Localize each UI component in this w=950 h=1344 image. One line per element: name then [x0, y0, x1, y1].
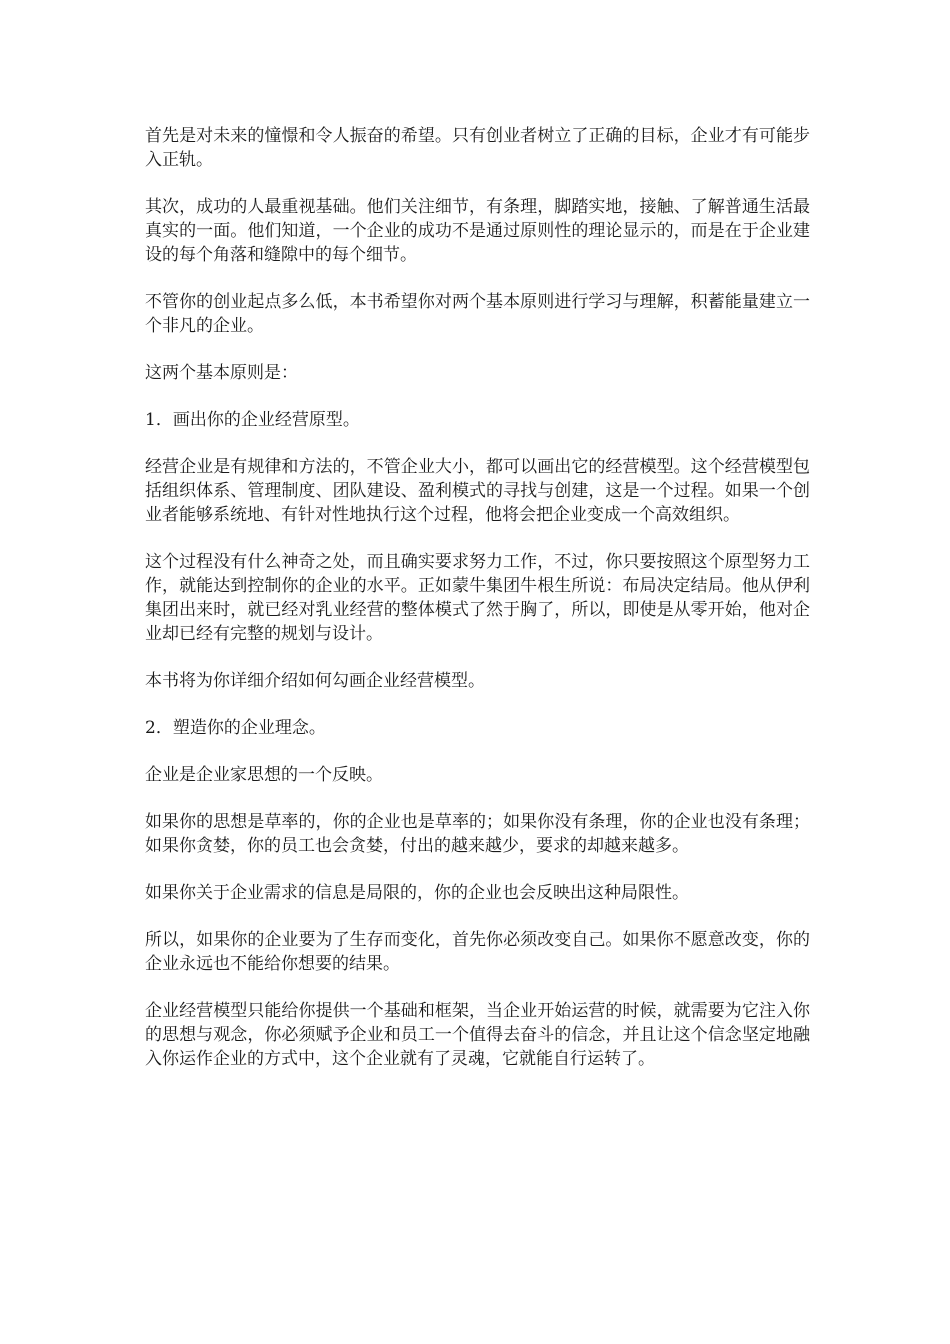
- principle-1-heading: 1．画出你的企业经营原型。: [145, 410, 360, 430]
- paragraph-10: 企业是企业家思想的一个反映。: [145, 765, 383, 785]
- paragraph-2: 其次，成功的人最重视基础。他们关注细节，有条理，脚踏实地，接触、了解普通生活最真实的一面。他们知道，一个企业的成功不是通过原则性的理论显示的，而是在于企业建设的每个角落和缝隙中的每个细节。: [145, 197, 810, 265]
- paragraph-4: 这两个基本原则是：: [145, 363, 298, 383]
- paragraph-12: 如果你关于企业需求的信息是局限的，你的企业也会反映出这种局限性。: [145, 883, 689, 903]
- paragraph-3: 不管你的创业起点多么低，本书希望你对两个基本原则进行学习与理解，积蓄能量建立一个非凡的企业。: [145, 292, 810, 336]
- paragraph-7: 这个过程没有什么神奇之处，而且确实要求努力工作，不过，你只要按照这个原型努力工作，就能达到控制你的企业的水平。正如蒙牛集团牛根生所说：布局决定结局。他从伊利集团出来时，就已经对乳业经营的整体模式了然于胸了，所以，即使是从零开始，他对企业却已经有完整的规划与设计。: [145, 552, 810, 644]
- paragraph-1: 首先是对未来的憧憬和令人振奋的希望。只有创业者树立了正确的目标，企业才有可能步入正轨。: [145, 126, 810, 170]
- paragraph-6: 经营企业是有规律和方法的，不管企业大小，都可以画出它的经营模型。这个经营模型包括组织体系、管理制度、团队建设、盈利模式的寻找与创建，这是一个过程。如果一个创业者能够系统地、有针对性地执行这个过程，他将会把企业变成一个高效组织。: [145, 457, 810, 525]
- paragraph-11: 如果你的思想是草率的，你的企业也是草率的；如果你没有条理，你的企业也没有条理；如果你贪婪，你的员工也会贪婪，付出的越来越少，要求的却越来越多。: [145, 812, 810, 856]
- document-page: [145, 124, 810, 1094]
- paragraph-13: 所以，如果你的企业要为了生存而变化，首先你必须改变自己。如果你不愿意改变，你的企业永远也不能给你想要的结果。: [145, 930, 810, 974]
- paragraph-14: 企业经营模型只能给你提供一个基础和框架，当企业开始运营的时候，就需要为它注入你的思想与观念，你必须赋予企业和员工一个值得去奋斗的信念，并且让这个信念坚定地融入你运作企业的方式中，这个企业就有了灵魂，它就能自行运转了。: [145, 1001, 810, 1069]
- principle-2-heading: 2．塑造你的企业理念。: [145, 718, 326, 738]
- paragraph-8: 本书将为你详细介绍如何勾画企业经营模型。: [145, 671, 485, 691]
